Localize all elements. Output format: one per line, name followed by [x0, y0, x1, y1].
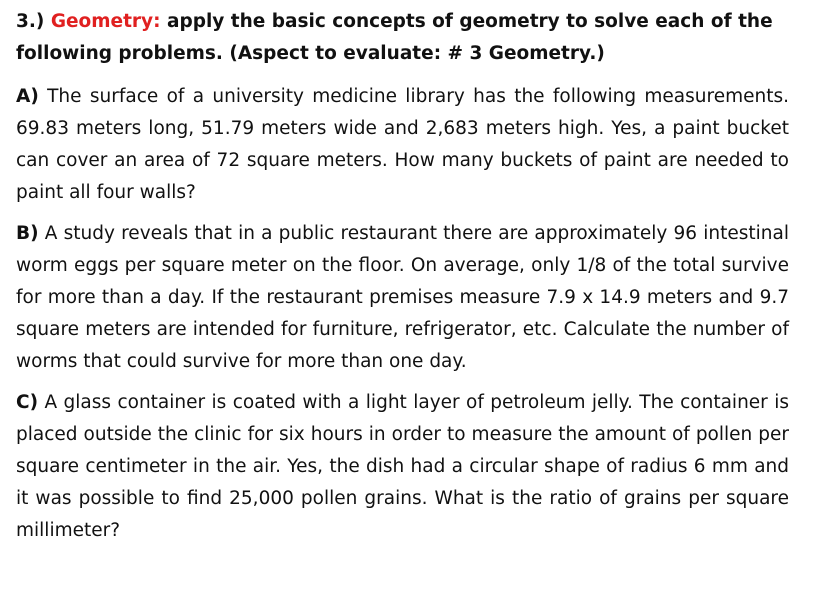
- section-number: 3.): [16, 11, 45, 32]
- section-topic: Geometry:: [50, 11, 161, 32]
- problem-c-label: C): [16, 392, 39, 413]
- section-header: [16, 6, 789, 70]
- problem-b: [16, 218, 789, 378]
- problem-a: [16, 81, 789, 209]
- section-instruction: apply the basic concepts of geometry to solve each of the following problems. (Aspect to evaluate: # 3 Geometry.): [16, 11, 773, 64]
- problem-b-label: B): [16, 223, 39, 244]
- problem-a-label: A): [16, 86, 39, 107]
- problem-c-text: A glass container is coated with a light layer of petroleum jelly. The container is placed outside the clinic for six hours in order to measure the amount of pollen per square centimeter in the air. Yes, the dish had a circular shape of radius 6 mm and it was possible to find 25,000 pollen grains. What is the ratio of grains per square millimeter?: [16, 392, 789, 541]
- problem-b-text: A study reveals that in a public restaurant there are approximately 96 intestinal worm eggs per square meter on the floor. On average, only 1/8 of the total survive for more than a day. If the restaurant premises measure 7.9 x 14.9 meters and 9.7 square meters are intended for furniture, refrigerator, etc. Calculate the number of worms that could survive for more than one day.: [16, 223, 789, 372]
- problem-a-text: The surface of a university medicine library has the following measurements. 69.83 meters long, 51.79 meters wide and 2,683 meters high. Yes, a paint bucket can cover an area of 72 square meters. How many buckets of paint are needed to paint all four walls?: [16, 86, 789, 203]
- problem-c: [16, 387, 789, 547]
